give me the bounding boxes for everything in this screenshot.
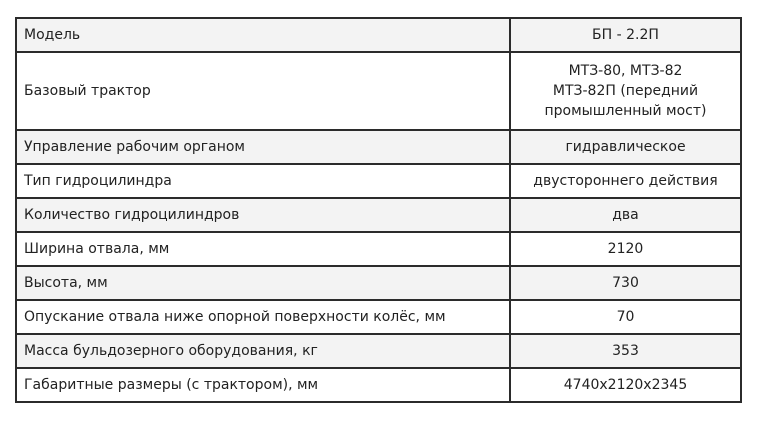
- table-row: [16, 266, 741, 300]
- table-row: [16, 198, 741, 232]
- value-line: два: [612, 207, 639, 223]
- specifications-table: [15, 17, 742, 403]
- value-line: промышленный мост): [544, 103, 707, 119]
- param-cell: Модель: [16, 18, 510, 52]
- value-line: 70: [616, 309, 635, 325]
- param-cell: Опускание отвала ниже опорной поверхности колёс, мм: [16, 300, 510, 334]
- param-cell: Базовый трактор: [16, 52, 510, 130]
- value-line: 730: [612, 275, 639, 291]
- value-line: 4740x2120x2345: [563, 377, 688, 393]
- param-cell: Ширина отвала, мм: [16, 232, 510, 266]
- value-line: МТЗ-80, МТЗ-82: [568, 63, 683, 79]
- param-cell: Масса бульдозерного оборудования, кг: [16, 334, 510, 368]
- value-cell: [510, 300, 741, 334]
- value-cell: [510, 18, 741, 52]
- value-line: 353: [612, 343, 639, 359]
- value-line: БП - 2.2П: [592, 27, 659, 43]
- value-cell: [510, 266, 741, 300]
- table-row: [16, 334, 741, 368]
- table-row: [16, 164, 741, 198]
- table-row: [16, 300, 741, 334]
- value-cell: [510, 368, 741, 402]
- table-row: [16, 130, 741, 164]
- value-cell: [510, 334, 741, 368]
- table-row: [16, 18, 741, 52]
- value-line: МТЗ-82П (передний: [552, 83, 699, 99]
- value-cell: [510, 130, 741, 164]
- value-line: двустороннего действия: [533, 173, 718, 189]
- param-cell: Габаритные размеры (с трактором), мм: [16, 368, 510, 402]
- table-row: [16, 368, 741, 402]
- value-line: гидравлическое: [565, 139, 686, 155]
- value-cell: [510, 52, 741, 130]
- param-cell: Управление рабочим органом: [16, 130, 510, 164]
- value-cell: [510, 198, 741, 232]
- value-line: 2120: [607, 241, 644, 257]
- table-row: [16, 52, 741, 130]
- param-cell: Количество гидроцилиндров: [16, 198, 510, 232]
- value-cell: [510, 232, 741, 266]
- value-cell: [510, 164, 741, 198]
- param-cell: Высота, мм: [16, 266, 510, 300]
- table-row: [16, 232, 741, 266]
- param-cell: Тип гидроцилиндра: [16, 164, 510, 198]
